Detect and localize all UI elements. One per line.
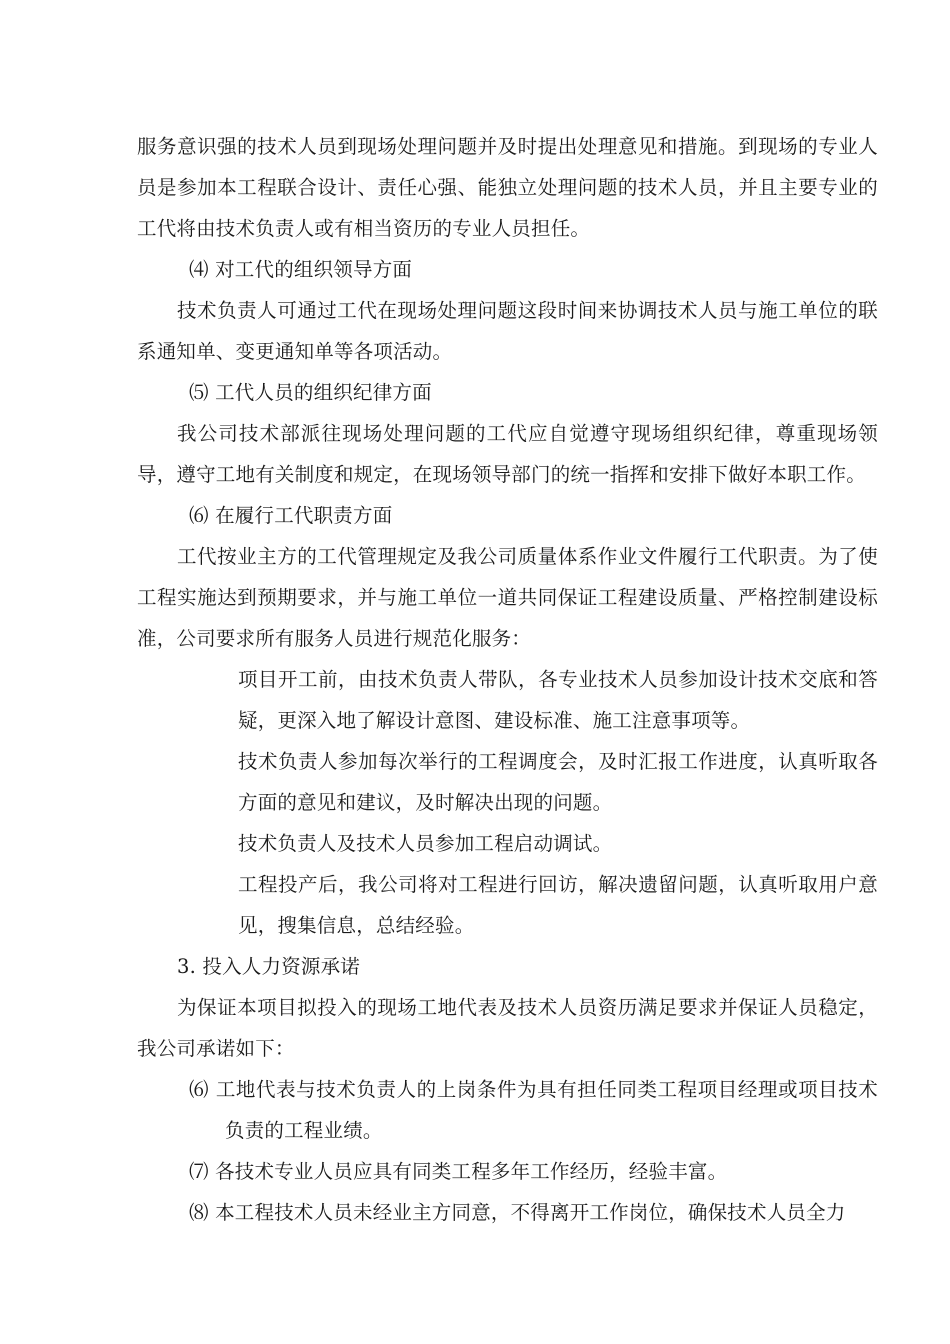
heading-discipline: ⑸ 工代人员的组织纪律方面: [189, 381, 432, 404]
numbered-item: ⑺ 各技术专业人员应具有同类工程多年工作经历，经验丰富。: [189, 1160, 728, 1183]
document-body: [137, 126, 878, 1233]
list-item: 项目开工前，由技术负责人带队，各专业技术人员参加设计技术交底和答疑，更深入地了解设计意图、建设标准、施工注意事项等。: [238, 668, 878, 732]
heading-duties: ⑹ 在履行工代职责方面: [189, 504, 393, 527]
list-item: 技术负责人及技术人员参加工程启动调试。: [238, 832, 613, 855]
list-item: 技术负责人参加每次举行的工程调度会，及时汇报工作进度，认真听取各方面的意见和建议，及时解决出现的问题。: [238, 750, 878, 814]
section-intro: 为保证本项目拟投入的现场工地代表及技术人员资历满足要求并保证人员稳定，我公司承诺如下：: [137, 996, 878, 1060]
section-title: 3. 投入人力资源承诺: [177, 955, 361, 978]
numbered-item: ⑹ 工地代表与技术负责人的上岗条件为具有担任同类工程项目经理或项目技术负责的工程业绩。: [189, 1078, 878, 1142]
paragraph-service-staff: 服务意识强的技术人员到现场处理问题并及时提出处理意见和措施。到现场的专业人员是参加本工程联合设计、责任心强、能独立处理问题的技术人员，并且主要专业的工代将由技术负责人或有相当资历的专业人员担任。: [137, 135, 878, 240]
paragraph-discipline: 我公司技术部派往现场处理问题的工代应自觉遵守现场组织纪律，尊重现场领导，遵守工地有关制度和规定，在现场领导部门的统一指挥和安排下做好本职工作。: [137, 422, 878, 486]
heading-organization-leadership: ⑷ 对工代的组织领导方面: [189, 258, 413, 281]
numbered-item: ⑻ 本工程技术人员未经业主方同意，不得离开工作岗位，确保技术人员全力: [189, 1201, 846, 1224]
paragraph-duties: 工代按业主方的工代管理规定及我公司质量体系作业文件履行工代职责。为了使工程实施达到预期要求，并与施工单位一道共同保证工程建设质量、严格控制建设标准，公司要求所有服务人员进行规范化服务：: [137, 545, 878, 650]
paragraph-coordination: 技术负责人可通过工代在现场处理问题这段时间来协调技术人员与施工单位的联系通知单、变更通知单等各项活动。: [137, 299, 878, 363]
list-item: 工程投产后，我公司将对工程进行回访，解决遗留问题，认真听取用户意见，搜集信息，总结经验。: [238, 873, 878, 937]
